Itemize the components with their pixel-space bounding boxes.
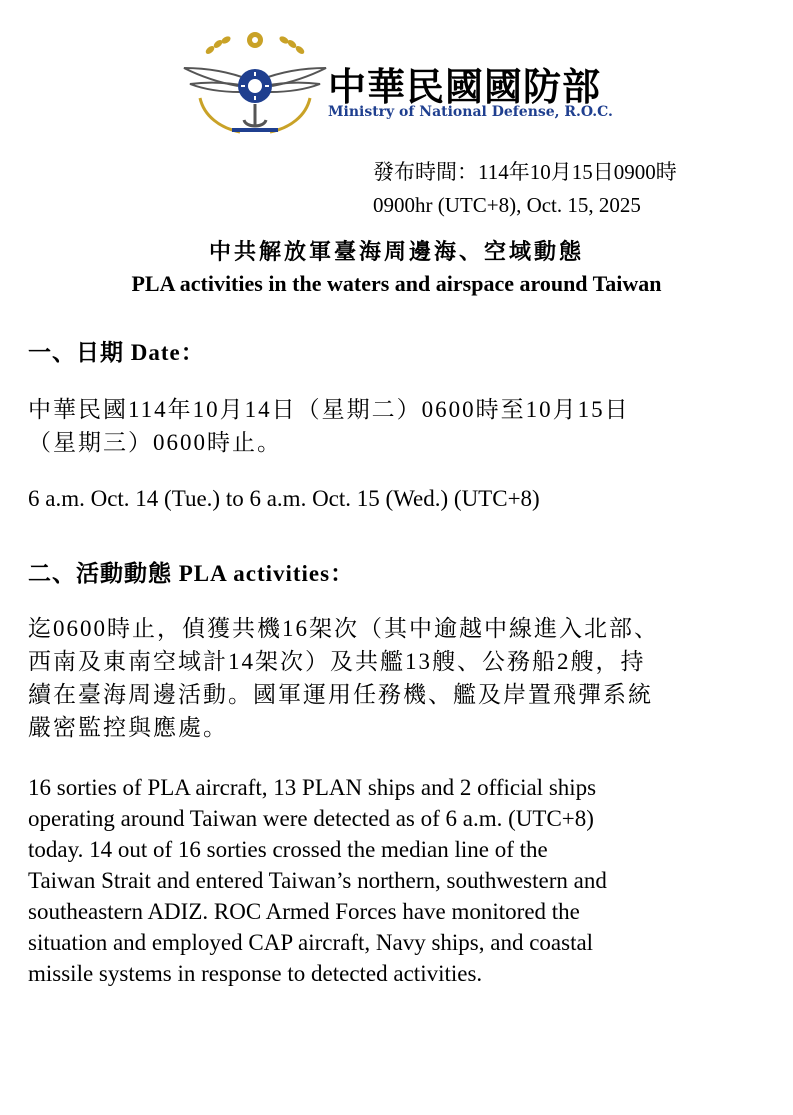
date-section	[28, 334, 768, 514]
date-en: 6 a.m. Oct. 14 (Tue.) to 6 a.m. Oct. 15 (Wed.) (UTC+8)	[28, 486, 540, 511]
mnd-emblem-icon	[180, 28, 330, 138]
ministry-logo	[180, 28, 630, 138]
activities-zh	[28, 612, 768, 744]
activities-en-line: missile systems in response to detected activities.	[28, 961, 483, 986]
activities-en-line: southeastern ADIZ. ROC Armed Forces have monitored the	[28, 899, 580, 924]
release-time-zh: 發布時間：114年10月15日0900時	[373, 160, 677, 184]
activities-en-line: 16 sorties of PLA aircraft, 13 PLAN ships and 2 official ships	[28, 775, 597, 800]
release-time	[373, 156, 677, 222]
activities-en-line: situation and employed CAP aircraft, Navy ships, and coastal	[28, 930, 594, 955]
activities-zh-line: 迄0600時止，偵獲共機16架次（其中逾越中線進入北部、	[28, 616, 659, 641]
org-name-zh: 中華民國國防部	[328, 65, 602, 109]
activities-en	[28, 772, 768, 989]
release-time-en: 0900hr (UTC+8), Oct. 15, 2025	[373, 193, 641, 217]
date-heading: 一、日期 Date：	[28, 340, 205, 365]
date-zh-line: （星期三）0600時止。	[28, 430, 282, 455]
document-title-zh: 中共解放軍臺海周邊海、空域動態	[208, 239, 584, 264]
activities-en-line: operating around Taiwan were detected as of 6 a.m. (UTC+8)	[28, 806, 594, 831]
date-zh	[28, 393, 768, 459]
activities-zh-line: 西南及東南空域計14架次）及共艦13艘、公務船2艘，持	[28, 649, 646, 674]
activities-en-line: today. 14 out of 16 sorties crossed the median line of the	[28, 837, 548, 862]
activities-heading: 二、活動動態 PLA activities：	[28, 561, 355, 586]
activities-en-line: Taiwan Strait and entered Taiwan’s northern, southwestern and	[28, 868, 607, 893]
document-title-en: PLA activities in the waters and airspace around Taiwan	[131, 271, 662, 296]
activities-section	[28, 555, 768, 989]
org-name-en: Ministry of National Defense, R.O.C.	[328, 104, 613, 120]
activities-zh-line: 嚴密監控與應處。	[28, 715, 228, 740]
date-zh-line: 中華民國114年10月14日（星期二）0600時至10月15日	[28, 397, 630, 422]
activities-zh-line: 續在臺海周邊活動。國軍運用任務機、艦及岸置飛彈系統	[28, 682, 653, 707]
document-title	[0, 236, 793, 300]
